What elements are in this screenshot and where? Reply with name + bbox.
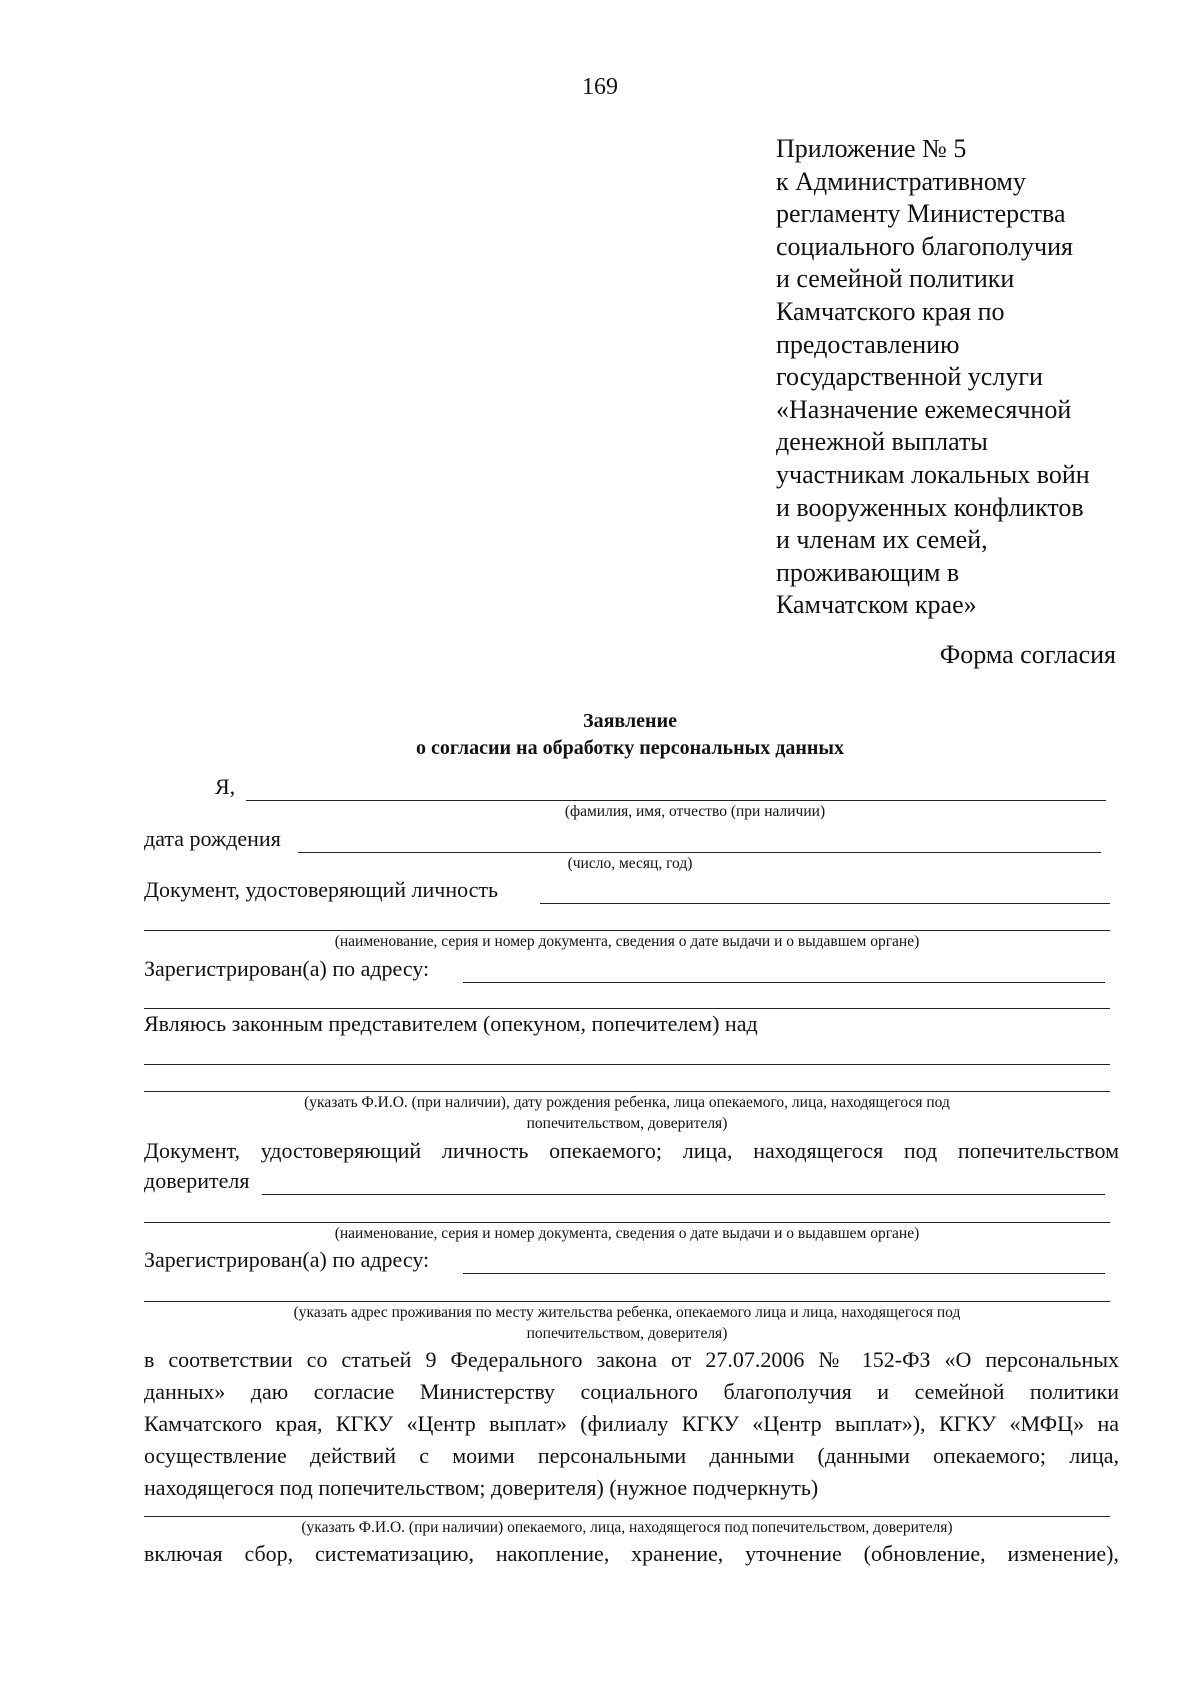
appendix-line: Приложение № 5 [776, 134, 967, 163]
appendix-line: и членам их семей, [776, 525, 988, 555]
ward-document-field[interactable] [262, 1194, 1105, 1195]
fio-field[interactable] [246, 800, 1106, 801]
representative-label: Являюсь законным представителем (опекуном, попечителем) над [144, 1011, 758, 1036]
ward-caption-cont: попечительством, доверителя) [526, 1115, 728, 1132]
address-field-2[interactable] [463, 1273, 1105, 1274]
address-field-2-line2[interactable] [144, 1301, 1110, 1302]
appendix-block [776, 133, 1090, 622]
consent-line: Камчатского края, КГКУ «Центр выплат» (филиалу КГКУ «Центр выплат»), КГКУ «МФЦ» на [144, 1411, 1119, 1436]
ward-field[interactable] [144, 1064, 1110, 1065]
form-label: Форма согласия [939, 640, 1116, 669]
closing-line: включая сбор, систематизацию, накопление, хранение, уточнение (обновление, изменение), [144, 1541, 1119, 1566]
i-label: Я, [215, 774, 236, 799]
birth-date-caption: (число, месяц, год) [567, 855, 693, 872]
address-field[interactable] [463, 982, 1105, 983]
appendix-line: «Назначение ежемесячной [776, 394, 1072, 424]
id-document-field[interactable] [540, 903, 1110, 904]
appendix-line: социального благополучия [776, 231, 1074, 261]
fio-caption: (фамилия, имя, отчество (при наличии) [564, 803, 826, 820]
appendix-line: и семейной политики [776, 264, 1015, 294]
ward-document-label: Документ, удостоверяющий личность опекаемого; лица, находящегося под попечительством [144, 1138, 1119, 1163]
page-number: 169 [582, 74, 618, 100]
ward-caption: (указать Ф.И.О. (при наличии), дату рождения ребенка, лица опекаемого, лица, находящегося под [304, 1094, 950, 1111]
address-caption: (указать адрес проживания по месту жительства ребенка, опекаемого лица и лица, находящегося под [293, 1304, 961, 1321]
id-document-field-line2[interactable] [144, 930, 1110, 931]
ward-document-field-line2[interactable] [144, 1222, 1110, 1223]
appendix-line: Камчатского края по [776, 296, 1005, 326]
ward-fio-field[interactable] [144, 1516, 1110, 1517]
registered-label-2: Зарегистрирован(а) по адресу: [144, 1247, 430, 1272]
appendix-line: денежной выплаты [776, 427, 988, 457]
doc-caption-2: (наименование, серия и номер документа, сведения о дате выдачи и о выдавшем органе) [334, 1225, 920, 1242]
appendix-line: участникам локальных войн [776, 459, 1090, 489]
document-subtitle: о согласии на обработку персональных данных [415, 737, 845, 759]
appendix-line: к Административному [776, 166, 1026, 196]
address-field-line2[interactable] [144, 1008, 1110, 1009]
consent-line: находящегося под попечительством; доверителя) (нужное подчеркнуть) [144, 1475, 819, 1500]
birth-date-field[interactable] [298, 852, 1101, 853]
appendix-line: проживающим в [776, 557, 960, 587]
principal-label: доверителя [144, 1168, 250, 1193]
ward-field-line2[interactable] [144, 1091, 1110, 1092]
document-title: Заявление [583, 710, 677, 732]
address-caption-cont: попечительством, доверителя) [526, 1325, 728, 1342]
doc-caption: (наименование, серия и номер документа, сведения о дате выдачи и о выдавшем органе) [334, 933, 920, 950]
appendix-line: регламенту Министерства [776, 199, 1066, 229]
consent-line: в соответствии со статьей 9 Федерального закона от 27.07.2006 № 152-ФЗ «О персональных [144, 1347, 1119, 1372]
appendix-line: и вооруженных конфликтов [776, 492, 1084, 522]
appendix-line: предоставлению [776, 329, 960, 359]
appendix-line: государственной услуги [776, 362, 1043, 392]
birth-date-label: дата рождения [144, 826, 281, 851]
consent-line: данных» даю согласие Министерству социального благополучия и семейной политики [144, 1379, 1119, 1404]
consent-line: осуществление действий с моими персональными данными (данными опекаемого; лица, [144, 1443, 1119, 1468]
registered-label: Зарегистрирован(а) по адресу: [144, 956, 430, 981]
appendix-line: Камчатском крае» [776, 590, 977, 620]
ward-fio-caption: (указать Ф.И.О. (при наличии) опекаемого, лица, находящегося под попечительством, доверителя) [301, 1519, 953, 1536]
id-document-label: Документ, удостоверяющий личность [144, 877, 499, 902]
